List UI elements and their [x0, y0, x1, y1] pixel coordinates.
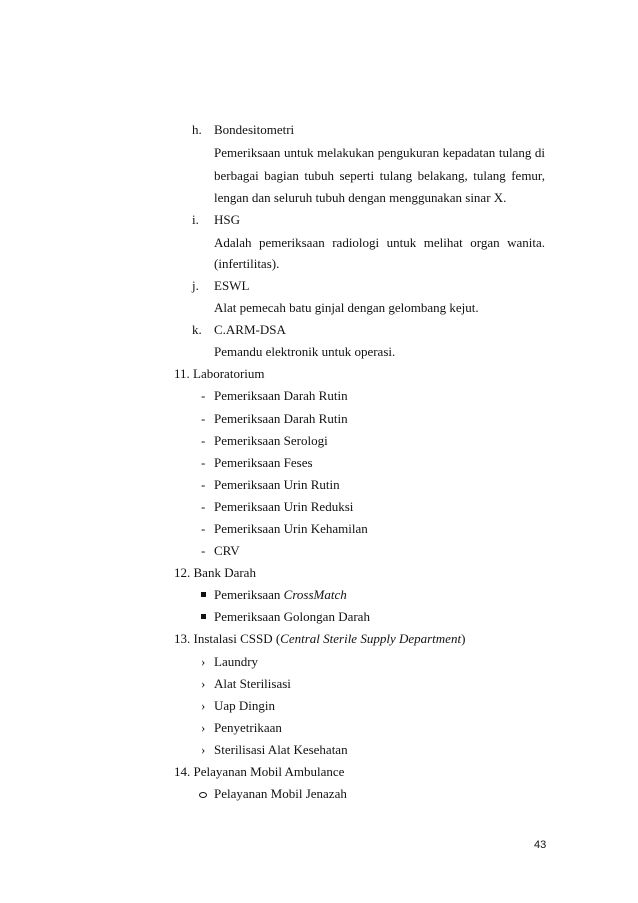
item-h-desc-line-2: berbagai bagian tubuh seperti tulang belakang, tulang femur,: [214, 168, 545, 183]
item-k-title: C.ARM-DSA: [214, 322, 286, 337]
section-12-heading: 12. Bank Darah: [174, 565, 256, 580]
section-13-heading-prefix: 13. Instalasi CSSD (: [174, 631, 281, 646]
item-i-desc-line-1: Adalah pemeriksaan radiologi untuk melihat organ wanita.: [214, 235, 545, 250]
cssd-item-3: Uap Dingin: [214, 698, 276, 713]
item-i-title: HSG: [214, 212, 241, 227]
section-13-heading-italic: Central Sterile Supply Department: [280, 631, 462, 646]
section-14-heading: 14. Pelayanan Mobil Ambulance: [174, 764, 345, 779]
lab-item-6: Pemeriksaan Urin Reduksi: [214, 499, 354, 514]
bank-darah-item-2: Pemeriksaan Golongan Darah: [214, 609, 370, 624]
item-j-desc-line-1: Alat pemecah batu ginjal dengan gelombang kejut.: [214, 300, 479, 315]
lab-item-5: Pemeriksaan Urin Rutin: [214, 477, 340, 492]
ambulance-item-1: Pelayanan Mobil Jenazah: [214, 786, 347, 801]
lab-item-2: Pemeriksaan Darah Rutin: [214, 411, 348, 426]
cssd-item-5: Sterilisasi Alat Kesehatan: [214, 742, 348, 757]
bank-darah-item-1: [214, 587, 347, 603]
dash-bullet: -: [201, 433, 206, 448]
lab-item-3: Pemeriksaan Serologi: [214, 433, 328, 448]
item-i-desc-line-2: (infertilitas).: [214, 256, 280, 271]
cssd-item-1: Laundry: [214, 654, 259, 669]
dash-bullet: -: [201, 411, 206, 426]
list-marker-i: i.: [192, 212, 199, 227]
list-marker-h: h.: [192, 122, 202, 137]
item-h-title: Bondesitometri: [214, 122, 295, 137]
dash-bullet: -: [201, 521, 206, 536]
cssd-item-4: Penyetrikaan: [214, 720, 282, 735]
page-number: 43: [534, 839, 547, 851]
item-j-title: ESWL: [214, 278, 250, 293]
arrow-bullet-icon: ›: [201, 698, 206, 713]
dash-bullet: -: [201, 499, 206, 514]
lab-item-4: Pemeriksaan Feses: [214, 455, 313, 470]
cssd-item-2: Alat Sterilisasi: [214, 676, 291, 691]
square-bullet-icon: [201, 592, 206, 597]
lab-item-7: Pemeriksaan Urin Kehamilan: [214, 521, 368, 536]
dash-bullet: -: [201, 455, 206, 470]
section-13-heading: [174, 631, 465, 647]
item-k-desc-line-1: Pemandu elektronik untuk operasi.: [214, 344, 396, 359]
circle-bullet-icon: [199, 792, 207, 798]
list-marker-j: j.: [192, 278, 199, 293]
item-h-desc-line-1: Pemeriksaan untuk melakukan pengukuran kepadatan tulang di: [214, 145, 545, 160]
bank-darah-item-1-prefix: Pemeriksaan: [214, 587, 284, 602]
arrow-bullet-icon: ›: [201, 742, 206, 757]
dash-bullet: -: [201, 543, 206, 558]
list-marker-k: k.: [192, 322, 202, 337]
square-bullet-icon: [201, 614, 206, 619]
bank-darah-item-1-italic: CrossMatch: [283, 587, 347, 602]
dash-bullet: -: [201, 477, 206, 492]
arrow-bullet-icon: ›: [201, 676, 206, 691]
lab-item-1: Pemeriksaan Darah Rutin: [214, 388, 348, 403]
lab-item-8: CRV: [214, 543, 240, 558]
item-h-desc-line-3: lengan dan seluruh tubuh dengan menggunakan sinar X.: [214, 190, 507, 205]
section-13-heading-suffix: ): [461, 631, 466, 646]
dash-bullet: -: [201, 388, 206, 403]
arrow-bullet-icon: ›: [201, 654, 206, 669]
arrow-bullet-icon: ›: [201, 720, 206, 735]
section-11-heading: 11. Laboratorium: [174, 366, 265, 381]
